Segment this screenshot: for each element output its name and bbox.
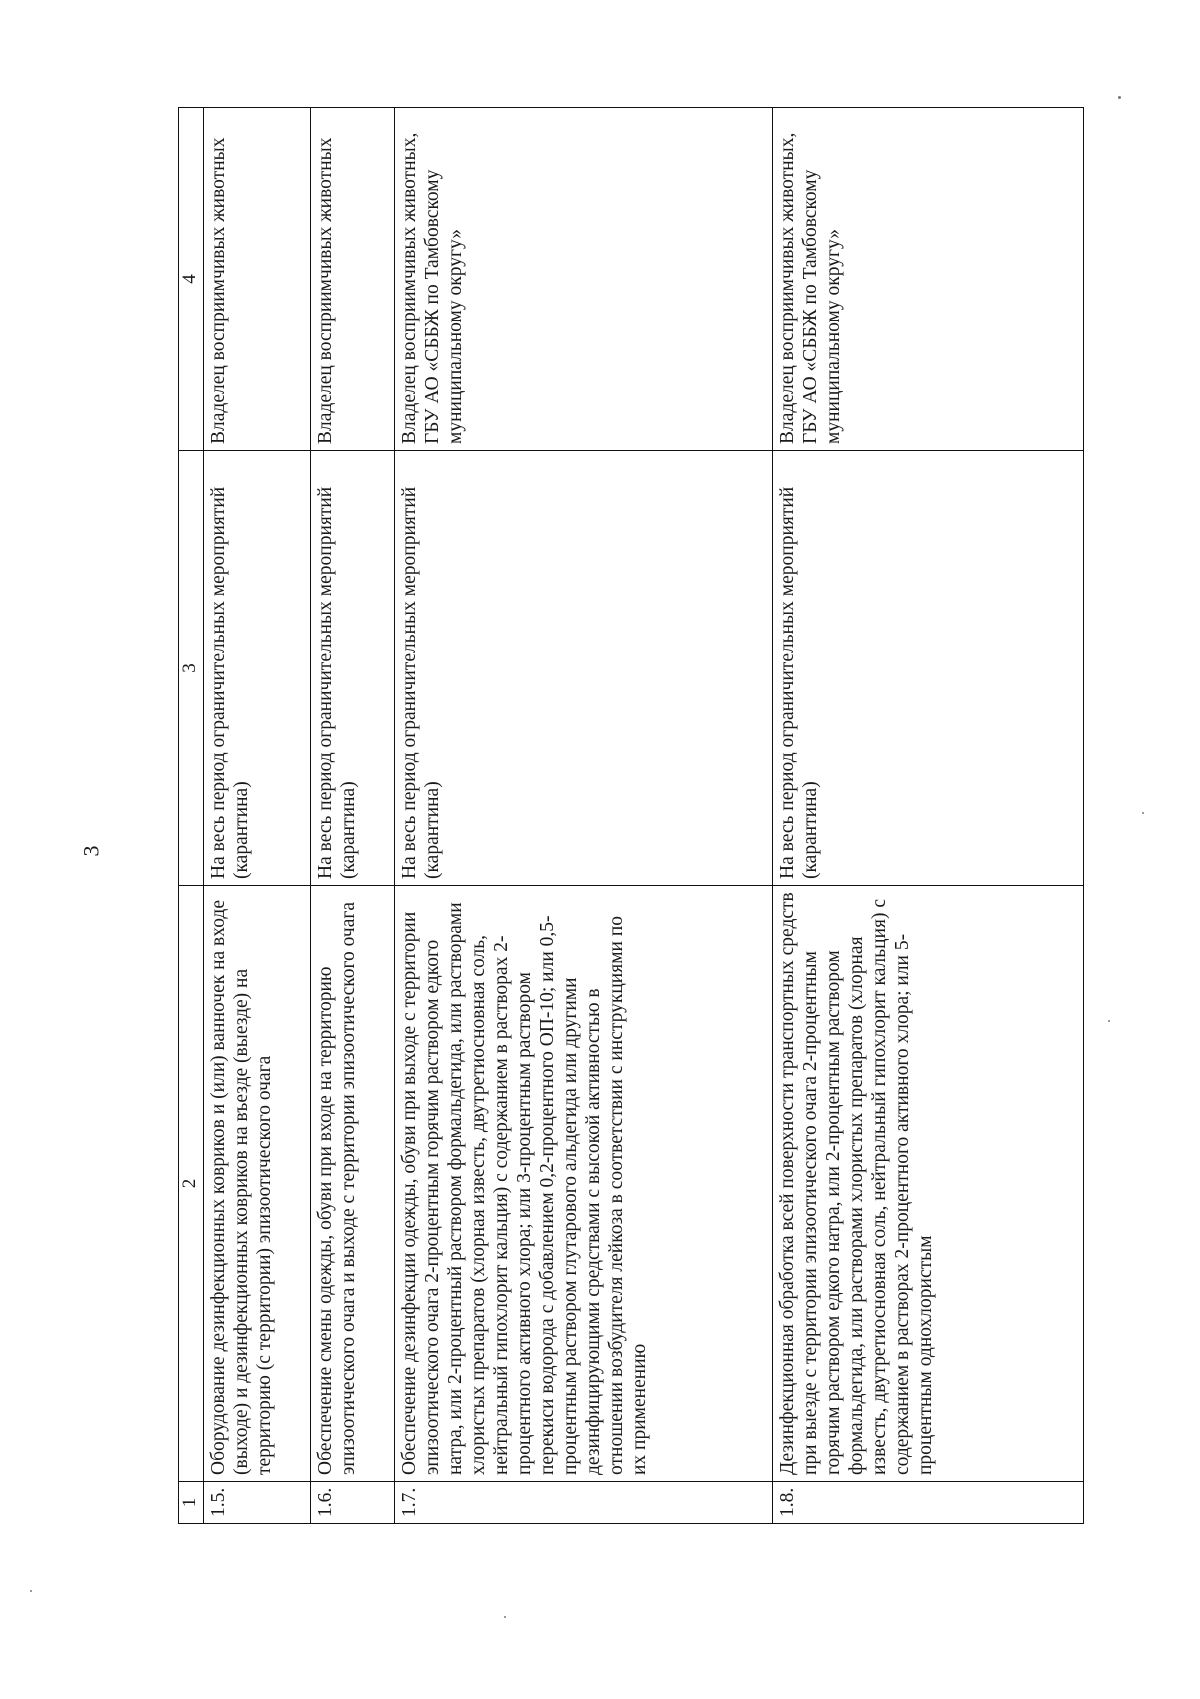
page-number: 3 <box>78 845 104 857</box>
measures-table <box>178 107 1084 1524</box>
measure-cell: Обеспечение дезинфекции одежды, обуви при выходе с территории эпизоотического очага 2-процентным горячим раствором едкого натра, или 2-процентный раствором формальдегида, или растворами хлористых препаратов (хлорная известь, двутретиосновная соль, нейтральный гипохлорит кальция) с содержанием в растворах 2-процентного активного хлора; или 3-процентным раствором перекиси водорода с добавлением 0,2-процентного ОП-10; или 0,5-процентным раствором глутарового альдегида или другими дезинфицирующими средствами с высокой активностью в отношении возбудителя лейкоза в соответствии с инструкциями по их применению <box>395 886 773 1482</box>
rotated-table-wrapper <box>178 108 1082 1524</box>
column-header: 2 <box>179 886 204 1482</box>
header-row <box>179 108 204 1524</box>
column-header: 3 <box>179 451 204 886</box>
measure-cell <box>773 886 1084 1482</box>
measure-cell: Оборудование дезинфекционных ковриков и (или) ванночек на входе (выходе) и дезинфекционных ковриков на въезде (выезде) на территорию (с территории) эпизоотического очага <box>204 886 311 1482</box>
scan-speck <box>504 1616 506 1618</box>
measure-cell-text: Дезинфекционная обработка всей поверхности транспортных средств при выезде с территории эпизоотического очага 2-процентным горячим раствором едкого натра, или 2-процентным раствором формальдегида, или растворами хлористых препаратов (хлорная известь, двутретиосновная соль, нейтральный гипохлорит кальция) с содержанием в растворах 2-процентного активного хлора; или 5-процентным однохлористым <box>777 892 936 1475</box>
responsible-cell: Владелец восприимчивых животных <box>311 108 395 451</box>
period-cell: На весь период ограничительных мероприятий (карантина) <box>395 451 773 886</box>
row-number: 1.6. <box>311 1482 395 1524</box>
table-row <box>395 108 773 1524</box>
measure-cell: Обеспечение смены одежды, обуви при входе на территорию эпизоотического очага и выходе с территории эпизоотического очага <box>311 886 395 1482</box>
scan-speck <box>1108 1020 1110 1022</box>
row-number: 1.5. <box>204 1482 311 1524</box>
row-number: 1.7. <box>395 1482 773 1524</box>
row-number: 1.8. <box>773 1482 1084 1524</box>
column-header: 1 <box>179 1482 204 1524</box>
table-row <box>773 108 1084 1524</box>
column-header: 4 <box>179 108 204 451</box>
scan-speck <box>1118 96 1121 99</box>
table-row <box>311 108 395 1524</box>
scan-speck <box>1142 812 1144 814</box>
period-cell: На весь период ограничительных мероприятий (карантина) <box>204 451 311 886</box>
responsible-cell: Владелец восприимчивых животных, ГБУ АО «СББЖ по Тамбовскому муниципальному округу» <box>395 108 773 451</box>
period-cell: На весь период ограничительных мероприятий (карантина) <box>773 451 1084 886</box>
table-row <box>204 108 311 1524</box>
responsible-cell: Владелец восприимчивых животных, ГБУ АО «СББЖ по Тамбовскому муниципальному округу» <box>773 108 1084 451</box>
responsible-cell: Владелец восприимчивых животных <box>204 108 311 451</box>
scan-speck <box>30 1590 32 1592</box>
period-cell: На весь период ограничительных мероприятий (карантина) <box>311 451 395 886</box>
